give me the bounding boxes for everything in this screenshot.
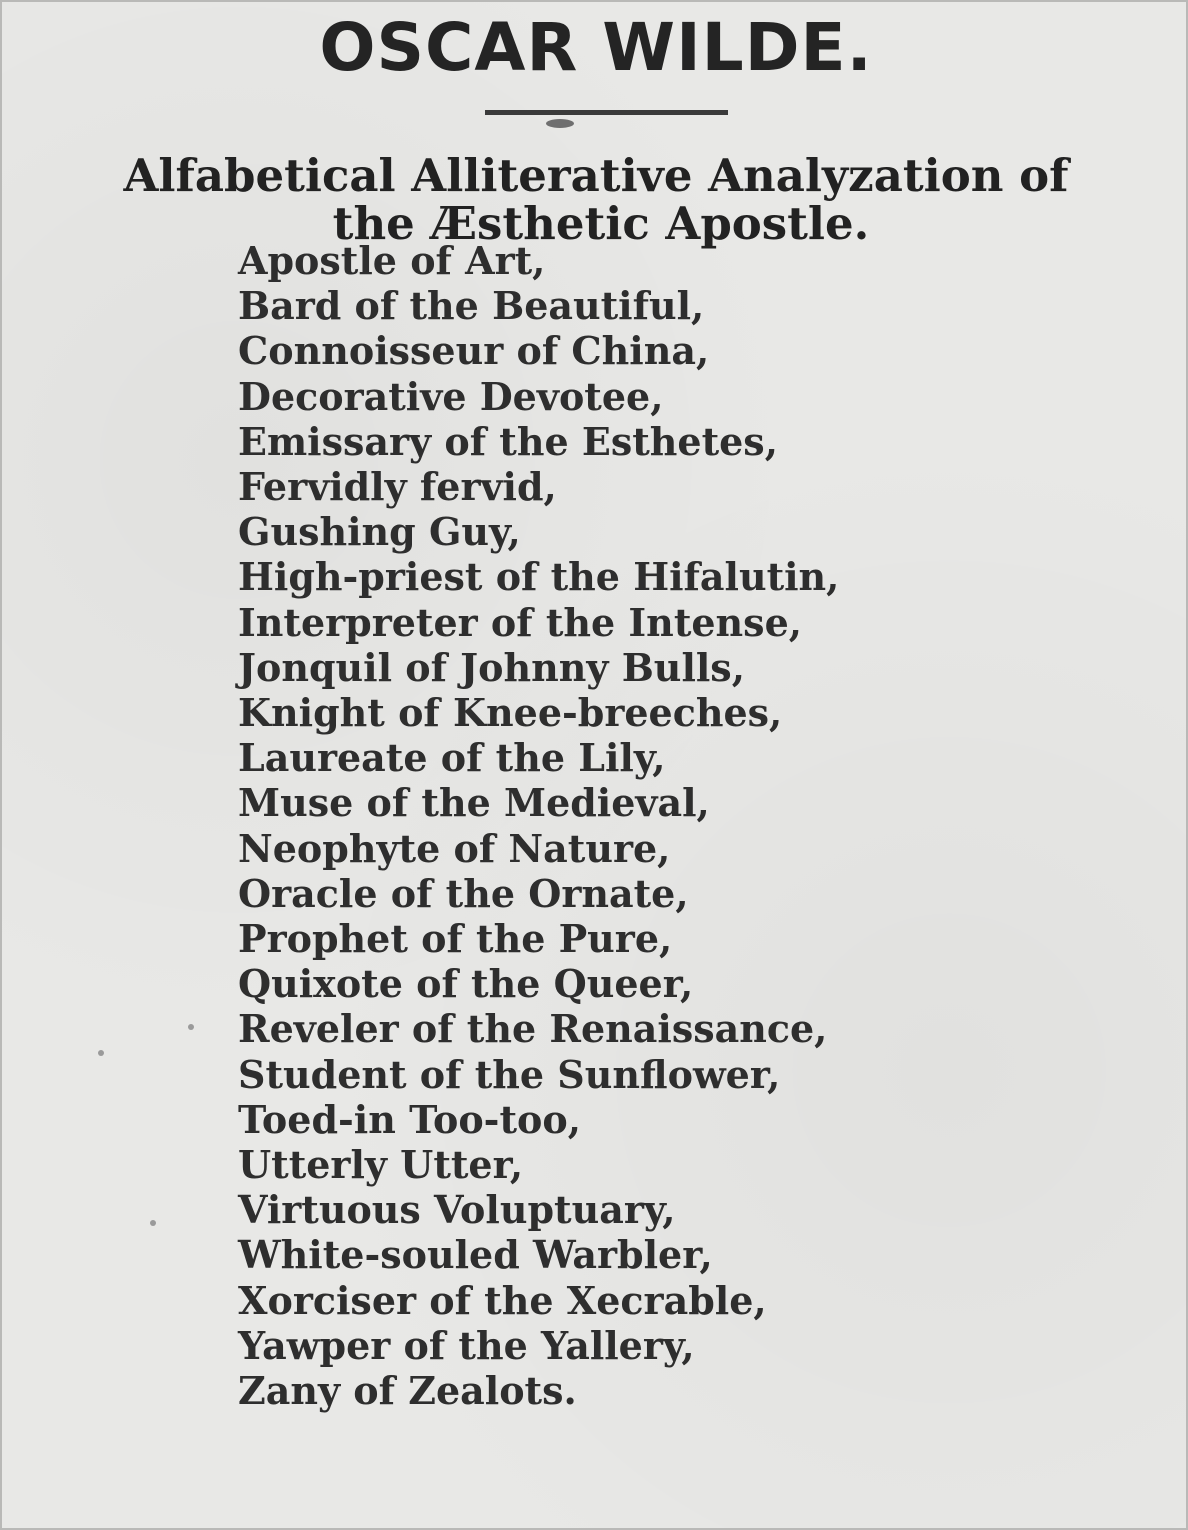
title-line-u: Utterly Utter,: [238, 1142, 524, 1188]
title-line-l: Laureate of the Lily,: [238, 735, 666, 781]
title-line-c: Connoisseur of China,: [238, 328, 710, 374]
subheading-line-1: Alfabetical Alliterative Analyzation of: [123, 149, 1069, 202]
title-line-d: Decorative Devotee,: [238, 373, 664, 419]
title-line-t: Toed-in Too-too,: [238, 1096, 581, 1142]
title-line-e: Emissary of the Esthetes,: [238, 418, 778, 464]
divider-ornament: [546, 119, 574, 128]
title-line-h: High-priest of the Hifalutin,: [238, 554, 840, 600]
title-line-b: Bard of the Beautiful,: [238, 283, 705, 329]
title-line-j: Jonquil of Johnny Bulls,: [238, 644, 745, 690]
title-line-n: Neophyte of Nature,: [238, 825, 671, 871]
title-line-x: Xorciser of the Xecrable,: [238, 1277, 767, 1323]
title-line-m: Muse of the Medieval,: [238, 780, 710, 826]
title-line-v: Virtuous Voluptuary,: [238, 1187, 676, 1233]
title-line-k: Knight of Knee-breeches,: [238, 690, 783, 736]
title-line-w: White-souled Warbler,: [238, 1232, 713, 1278]
title-line-y: Yawper of the Yallery,: [238, 1322, 695, 1368]
headline-divider: [485, 110, 728, 115]
ink-speck: [98, 1050, 104, 1056]
title-line-g: Gushing Guy,: [238, 509, 521, 555]
ink-speck: [188, 1024, 194, 1030]
title-line-i: Interpreter of the Intense,: [238, 599, 802, 645]
title-line-s: Student of the Sunflower,: [238, 1051, 781, 1097]
title-line-f: Fervidly fervid,: [238, 464, 557, 510]
ink-speck: [150, 1220, 156, 1226]
title-line-a: Apostle of Art,: [238, 238, 546, 283]
title-line-p: Prophet of the Pure,: [238, 916, 673, 962]
headline: OSCAR WILDE.: [319, 9, 873, 86]
title-line-r: Reveler of the Renaissance,: [238, 1006, 828, 1052]
subheading-line-2: the Æsthetic Apostle.: [332, 197, 870, 250]
title-line-z: Zany of Zealots.: [238, 1368, 577, 1414]
title-line-o: Oracle of the Ornate,: [238, 870, 689, 916]
title-line-q: Quixote of the Queer,: [238, 961, 694, 1007]
alliterative-title-list: [238, 238, 839, 1413]
